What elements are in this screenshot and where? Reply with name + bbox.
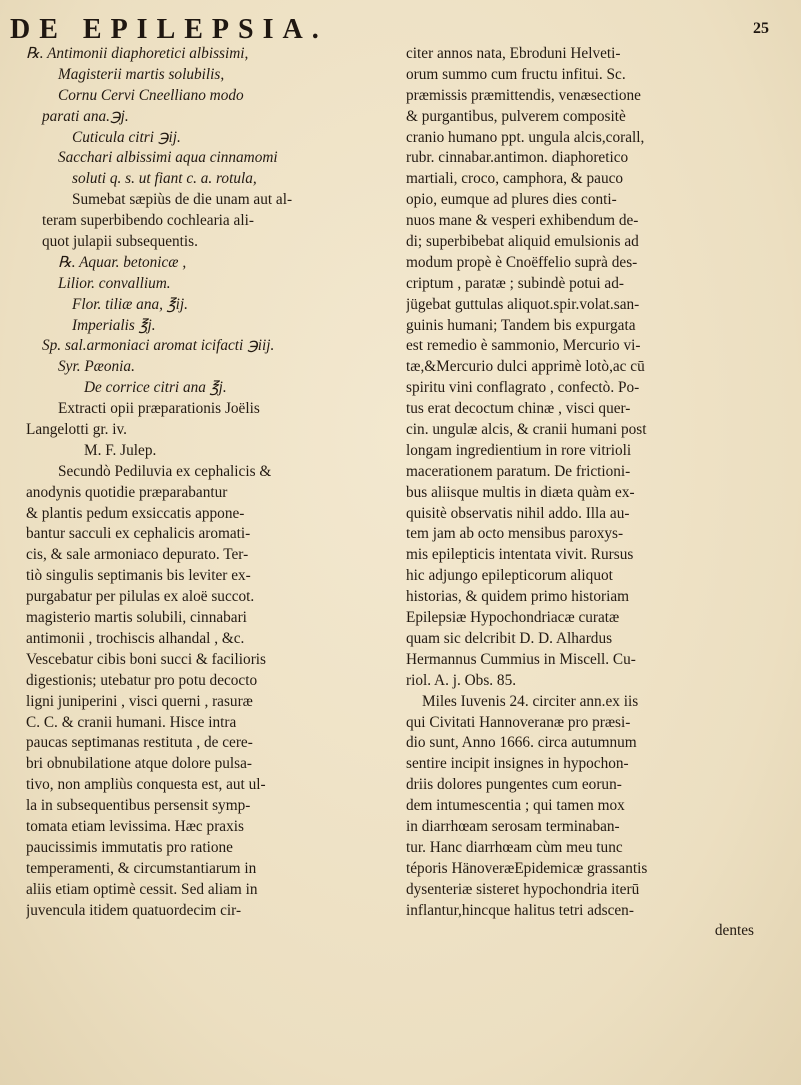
text-line: dem intumescentia ; qui tamen mox	[406, 797, 625, 815]
text-line: tivo, non ampliùs conquesta est, aut ul-	[26, 776, 266, 794]
text-line: est remedio è sammonio, Mercurio vi-	[406, 337, 641, 355]
text-line: quot julapii subsequentis.	[42, 233, 198, 251]
text-line: antimonii , trochiscis alhandal , &c.	[26, 629, 245, 647]
text-line: cranio humano ppt. ungula alcis,corall,	[406, 128, 645, 146]
text-line: Lilior. convallium.	[58, 274, 171, 292]
text-line: citer annos nata, Ebroduni Helveti-	[406, 45, 621, 62]
text-line: qui Civitati Hannoveranæ pro præsi-	[406, 713, 631, 731]
running-head: DE EPILEPSIA.	[10, 14, 328, 45]
text-line: driis dolores pungentes cum eorun-	[406, 776, 622, 794]
left-text-column	[26, 44, 398, 921]
text-line: opio, eumque ad plures dies conti-	[406, 191, 617, 209]
text-line: aliis etiam optimè cessit. Sed aliam in	[26, 880, 258, 898]
text-line: C. C. & cranii humani. Hisce intra	[26, 713, 237, 731]
text-line: ligni juniperini , visci querni , rasuræ	[26, 692, 253, 710]
text-line: di; superbibebat aliquid emulsionis ad	[406, 233, 639, 251]
text-line: nuos mane & vesperi exhibendum de-	[406, 212, 639, 230]
text-line: Magisterii martis solubilis,	[58, 65, 225, 83]
text-line: anodynis quotidie præparabantur	[26, 483, 228, 501]
text-line: temperamenti, & circumstantiarum in	[26, 859, 257, 877]
text-line: cin. ungulæ alcis, & cranii humani post	[406, 421, 647, 439]
text-line: Miles Iuvenis 24. circiter ann.ex iis	[422, 692, 639, 710]
page-header	[0, 14, 801, 44]
text-line: parati ana.℈j.	[42, 107, 129, 125]
text-line: tiò singulis septimanis bis leviter ex-	[26, 567, 251, 585]
text-line: Vescebatur cibis boni succi & facilioris	[26, 650, 267, 668]
text-line: tæ,&Mercurio dulci apprimè lotò,ac cū	[406, 358, 645, 376]
text-line: tomata etiam levissima. Hæc praxis	[26, 817, 244, 835]
text-line: téporis HänoveræEpidemicæ grassantis	[406, 859, 648, 877]
text-line: quisitè observatis nihil addo. Illa au-	[406, 504, 630, 522]
text-line: riol. A. j. Obs. 85.	[406, 671, 517, 689]
text-line: in diarrhœam serosam terminaban-	[406, 817, 620, 835]
text-line: la in subsequentibus persensit symp-	[26, 797, 251, 815]
text-line: magisterio martis solubili, cinnabari	[26, 609, 247, 627]
text-line: Sp. sal.armoniaci aromat icifacti ℈iij.	[42, 337, 275, 355]
text-line: dentes	[714, 922, 754, 940]
text-line: juvencula itidem quatuordecim cir-	[26, 901, 242, 919]
text-line: Imperialis ℥j.	[72, 316, 156, 334]
text-line: orum summo cum fructu infitui. Sc.	[406, 65, 626, 83]
text-line: dio sunt, Anno 1666. circa autumnum	[406, 734, 637, 752]
text-line: Sumebat sæpiùs de die unam aut al-	[72, 191, 293, 209]
text-line: Sacchari albissimi aqua cinnamomi	[58, 149, 278, 167]
text-line: bus aliisque multis in diæta quàm ex-	[406, 483, 635, 501]
text-line: Epilepsiæ Hypochondriacæ curatæ	[406, 609, 620, 627]
right-text-column	[406, 44, 778, 942]
text-line: Flor. tiliæ ana, ℥ij.	[72, 295, 188, 313]
text-line: tem jam ab octo mensibus paroxys-	[406, 525, 624, 543]
text-line: guinis humani; Tandem bis expurgata	[406, 316, 636, 334]
text-line: historias, & quidem primo historiam	[406, 588, 630, 606]
text-line: purgabatur per pilulas ex aloë succot.	[26, 588, 255, 606]
text-line: tur. Hanc diarrhœam cùm meu tunc	[406, 838, 623, 856]
text-line: Syr. Pæonia.	[58, 358, 135, 376]
text-line: hic adjungo epilepticorum aliquot	[406, 567, 613, 585]
text-line: Secundò Pediluvia ex cephalicis &	[58, 462, 272, 480]
text-line: & plantis pedum exsiccatis appone-	[26, 504, 245, 522]
text-line: ℞. Aquar. betonicæ ,	[58, 253, 187, 271]
text-line: criptum , paratæ ; subindè potui ad-	[406, 274, 624, 292]
text-line: sentire incipit insignes in hypochon-	[406, 755, 629, 773]
text-line: præmissis præmittendis, venæsectione	[406, 86, 641, 104]
text-line: quam sic delcribit D. D. Alhardus	[406, 629, 613, 647]
text-line: cis, & sale armoniaco depurato. Ter-	[26, 546, 249, 564]
text-line: inflantur,hincque halitus tetri adscen-	[406, 901, 634, 919]
text-line: tus erat decoctum chinæ , visci quer-	[406, 400, 631, 418]
text-line: Langelotti gr. iv.	[26, 421, 127, 439]
text-line: M. F. Julep.	[84, 441, 157, 459]
text-line: jügebat guttulas aliquot.spir.volat.san-	[406, 295, 640, 313]
text-line: rubr. cinnabar.antimon. diaphoretico	[406, 149, 629, 167]
text-line: Extracti opii præparationis Joëlis	[58, 400, 260, 418]
text-line: & purgantibus, pulverem compositè	[406, 107, 626, 125]
text-line: teram superbibendo cochlearia ali-	[42, 212, 254, 230]
page-number: 25	[753, 20, 769, 37]
text-line: spiritu vini conflagrato , confectò. Po-	[406, 379, 640, 397]
text-line: Cuticula citri ℈ij.	[72, 128, 181, 146]
text-line: ℞. Antimonii diaphoretici albissimi,	[26, 45, 249, 62]
text-line: mis epilepticis intentata vivit. Rursus	[406, 546, 634, 564]
text-line: martiali, croco, camphora, & pauco	[406, 170, 624, 188]
text-line: bantur sacculi ex cephalicis aromati-	[26, 525, 251, 543]
text-line: paucissimis immutatis pro ratione	[26, 838, 233, 856]
text-line: De corrice citri ana ℥j.	[84, 379, 227, 397]
text-line: bri obnubilatione atque dolore pulsa-	[26, 755, 252, 773]
text-line: dysenteriæ sisteret hypochondria iterū	[406, 880, 640, 898]
text-line: Hermannus Cummius in Miscell. Cu-	[406, 650, 636, 668]
text-line: digestionis; utebatur pro potu decocto	[26, 671, 258, 689]
text-line: longam ingredientium in rore vitrioli	[406, 441, 632, 459]
text-line: soluti q. s. ut fiant c. a. rotula,	[72, 170, 257, 188]
text-line: Cornu Cervi Cneelliano modo	[58, 86, 244, 104]
text-line: paucas septimanas restituta , de cere-	[26, 734, 253, 752]
text-line: macerationem paratum. De frictioni-	[406, 462, 631, 480]
text-line: modum propè è Cnoëffelio suprà des-	[406, 253, 638, 271]
